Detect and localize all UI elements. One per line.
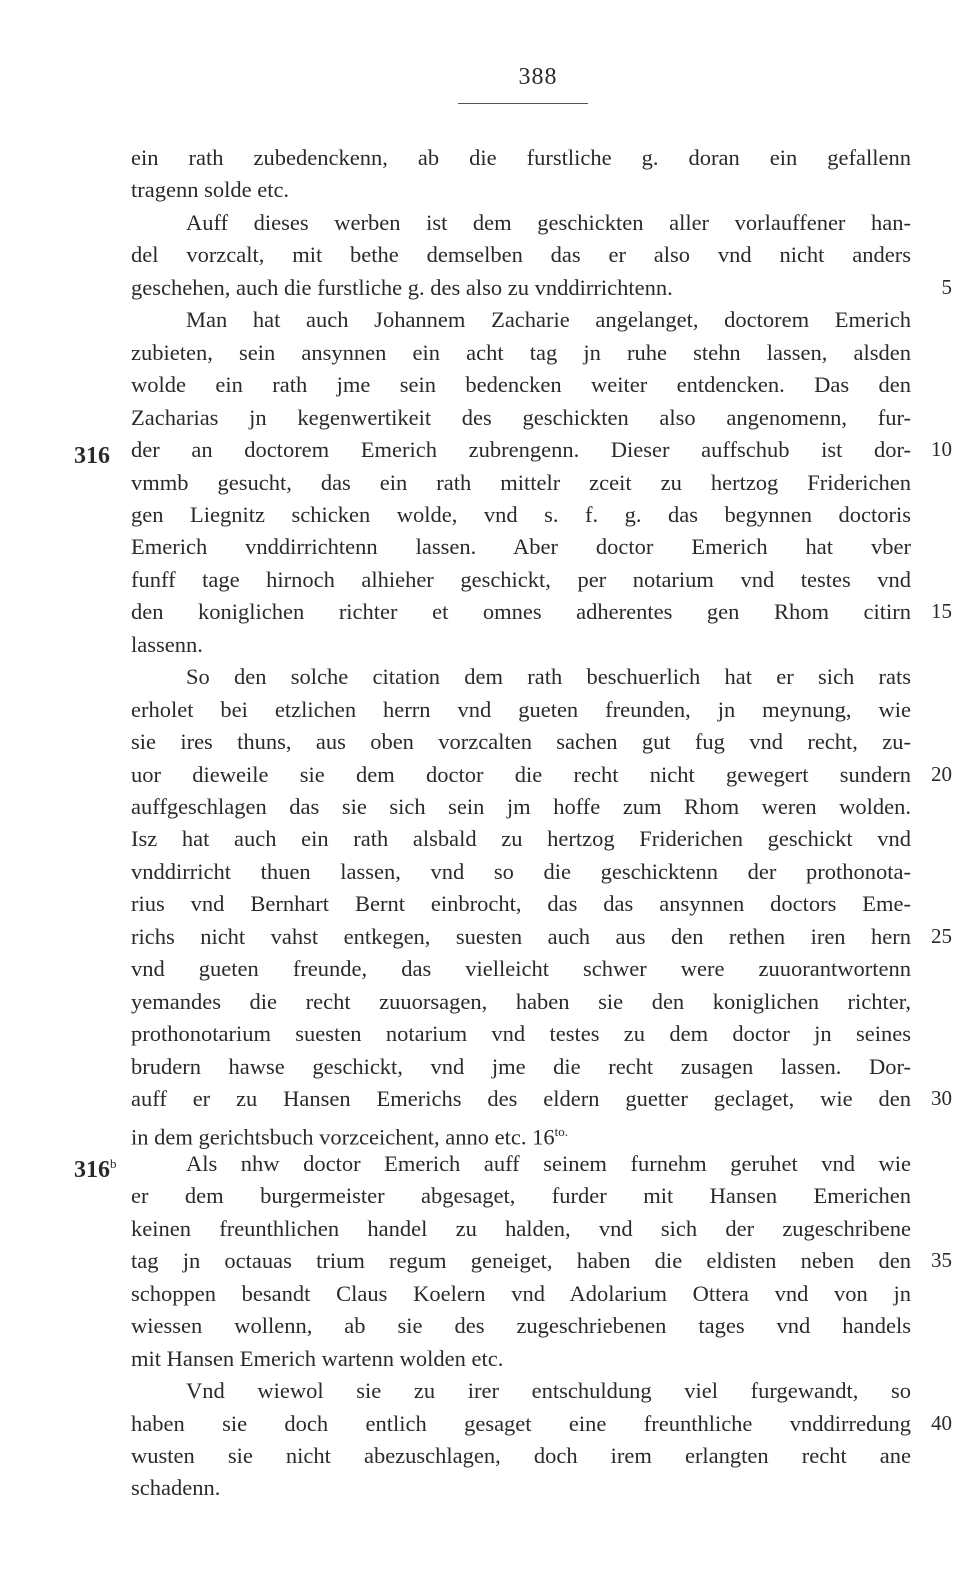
text-line-content: auffgeschlagen das sie sich sein jm hoffe zum Rhom weren wolden.	[131, 794, 911, 819]
text-line-content: der an doctorem Emerich zubrengenn. Dieser auffschub ist dor-	[131, 437, 911, 463]
text-line-content: Man hat auch Johannem Zacharie angelanget, doctorem Emerich	[186, 307, 911, 333]
text-line-content: tag jn octauas trium regum geneiget, haben die eldisten neben den	[131, 1248, 911, 1274]
text-line	[131, 855, 911, 888]
text-line	[186, 1147, 911, 1180]
ordinal-superscript: to.	[554, 1123, 568, 1139]
text-line	[131, 401, 911, 434]
text-line	[186, 206, 911, 239]
margin-reference-suffix: b	[110, 1155, 117, 1171]
text-line	[131, 466, 911, 499]
text-line-content: in dem gerichtsbuch vorzceichent, anno etc. 16	[131, 1124, 555, 1149]
text-line-content: mit Hansen Emerich wartenn wolden etc.	[131, 1345, 504, 1371]
text-line-content: vnd gueten freunde, das vielleicht schwer were zuuorantwortenn	[131, 956, 911, 982]
margin-reference	[74, 433, 130, 470]
text-line-content: den koniglichen richter et omnes adherentes gen Rhom citirn	[131, 599, 911, 625]
text-line-content: schadenn.	[131, 1475, 221, 1501]
text-line	[131, 693, 911, 726]
text-line	[131, 1244, 911, 1277]
margin-reference-number: 316	[74, 1156, 110, 1183]
line-number: 5	[941, 274, 952, 299]
line-number: 35	[931, 1248, 952, 1273]
text-line	[131, 985, 911, 1018]
text-line-content: lassenn.	[131, 631, 203, 657]
text-line	[131, 1407, 911, 1440]
text-line-content: wusten sie nicht abezuschlagen, doch irem erlangten recht ane	[131, 1443, 911, 1468]
text-line-content: vmmb gesucht, das ein rath mittelr zceit zu hertzog Friderichen	[131, 469, 911, 495]
text-line	[131, 628, 911, 661]
text-line-content: Zacharias jn kegenwertikeit des geschickten also angenomenn, fur-	[131, 404, 911, 430]
line-number: 40	[931, 1410, 952, 1435]
text-line-content: geschehen, auch die furstliche g. des also zu vnddirrichtenn.	[131, 274, 673, 300]
text-line	[131, 952, 911, 985]
text-line-content: del vorzcalt, mit bethe demselben das er also vnd nicht anders	[131, 242, 911, 268]
text-line-content: Vnd wiewol sie zu irer entschuldung viel furgewandt, so	[186, 1378, 911, 1404]
text-line-content: vnddirricht thuen lassen, vnd so die geschicktenn der prothonota-	[131, 858, 911, 884]
text-line-content: richs nicht vahst entkegen, suesten auch aus den rethen iren hern	[131, 923, 911, 949]
text-line	[131, 336, 911, 369]
text-line	[131, 530, 911, 563]
text-line	[131, 1179, 911, 1212]
text-line	[131, 920, 911, 953]
header-rule	[458, 103, 588, 104]
text-line-content: Als nhw doctor Emerich auff seinem furnehm geruhet vnd wie	[186, 1150, 911, 1176]
line-number: 30	[931, 1086, 952, 1111]
text-line	[131, 1471, 911, 1504]
text-line	[131, 887, 911, 920]
text-line	[131, 1050, 911, 1083]
text-line	[131, 368, 911, 401]
text-line-content: prothonotarium suesten notarium vnd testes zu dem doctor jn seines	[131, 1021, 911, 1047]
line-number: 20	[931, 761, 952, 786]
text-line-content: ein rath zubedenckenn, ab die furstliche g. doran ein gefallenn	[131, 145, 911, 170]
line-number: 25	[931, 923, 952, 948]
text-line	[131, 1082, 911, 1115]
text-line	[131, 790, 911, 823]
text-line	[131, 1115, 911, 1148]
text-line-content: gen Liegnitz schicken wolde, vnd s. f. g. das begynnen doctoris	[131, 501, 911, 527]
text-line-content: erholet bei etzlichen herrn vnd gueten freunden, jn meynung, wie	[131, 696, 911, 722]
text-line	[186, 303, 911, 336]
text-line-content: keinen freunthlichen handel zu halden, vnd sich der zugeschribene	[131, 1215, 911, 1241]
text-line	[186, 1374, 911, 1407]
text-line-content: Isz hat auch ein rath alsbald zu hertzog Friderichen geschickt vnd	[131, 826, 911, 852]
page-number: 388	[518, 64, 558, 90]
text-line-content: wolde ein rath jme sein bedencken weiter entdencken. Das den	[131, 372, 911, 398]
text-line-content: rius vnd Bernhart Bernt einbrocht, das das ansynnen doctors Eme-	[131, 891, 911, 917]
text-line	[131, 822, 911, 855]
text-line	[131, 758, 911, 791]
text-line-content: brudern hawse geschickt, vnd jme die recht zusagen lassen. Dor-	[131, 1053, 911, 1079]
text-line-content: uor dieweile sie dem doctor die recht nicht gewegert sundern	[131, 761, 911, 787]
text-line	[131, 271, 911, 304]
text-line-content: funff tage hirnoch alhieher geschickt, per notarium vnd testes vnd	[131, 566, 911, 592]
text-line-content: er dem burgermeister abgesaget, furder mit Hansen Emerichen	[131, 1183, 911, 1209]
text-line	[131, 1277, 911, 1310]
line-number: 10	[931, 437, 952, 462]
text-line-content: Emerich vnddirrichtenn lassen. Aber doctor Emerich hat vber	[131, 534, 911, 560]
text-line	[131, 1212, 911, 1245]
text-line	[131, 238, 911, 271]
text-line	[186, 660, 911, 693]
text-line-content: zubieten, sein ansynnen ein acht tag jn ruhe stehn lassen, alsden	[131, 339, 911, 365]
text-line	[131, 1342, 911, 1375]
text-line-content: So den solche citation dem rath beschuerlich hat er sich rats	[186, 664, 911, 690]
text-line-content: wiessen wollenn, ab sie des zugeschriebenen tages vnd handels	[131, 1313, 911, 1339]
text-line-content: Auff dieses werben ist dem geschickten aller vorlauffener han-	[186, 209, 911, 235]
text-line	[131, 173, 911, 206]
text-line-content: yemandes die recht zuuorsagen, haben sie den koniglichen richter,	[131, 988, 911, 1014]
text-line-content: haben sie doch entlich gesaget eine freunthliche vnddirredung	[131, 1410, 911, 1436]
margin-reference-number: 316	[74, 443, 110, 470]
text-line-content: sie ires thuns, aus oben vorzcalten sachen gut fug vnd recht, zu-	[131, 729, 911, 755]
text-line	[131, 1017, 911, 1050]
text-line-content: tragenn solde etc.	[131, 177, 290, 203]
text-line	[131, 141, 911, 174]
text-line	[131, 725, 911, 758]
text-line-content: auff er zu Hansen Emerichs des eldern guetter geclaget, wie den	[131, 1086, 911, 1112]
text-line	[131, 563, 911, 596]
text-line	[131, 498, 911, 531]
text-line	[131, 433, 911, 466]
text-line-content: schoppen besandt Claus Koelern vnd Adolarium Ottera vnd von jn	[131, 1280, 911, 1306]
text-line	[131, 1439, 911, 1472]
margin-reference	[74, 1147, 130, 1183]
line-number: 15	[931, 599, 952, 624]
text-line	[131, 595, 911, 628]
text-line	[131, 1309, 911, 1342]
